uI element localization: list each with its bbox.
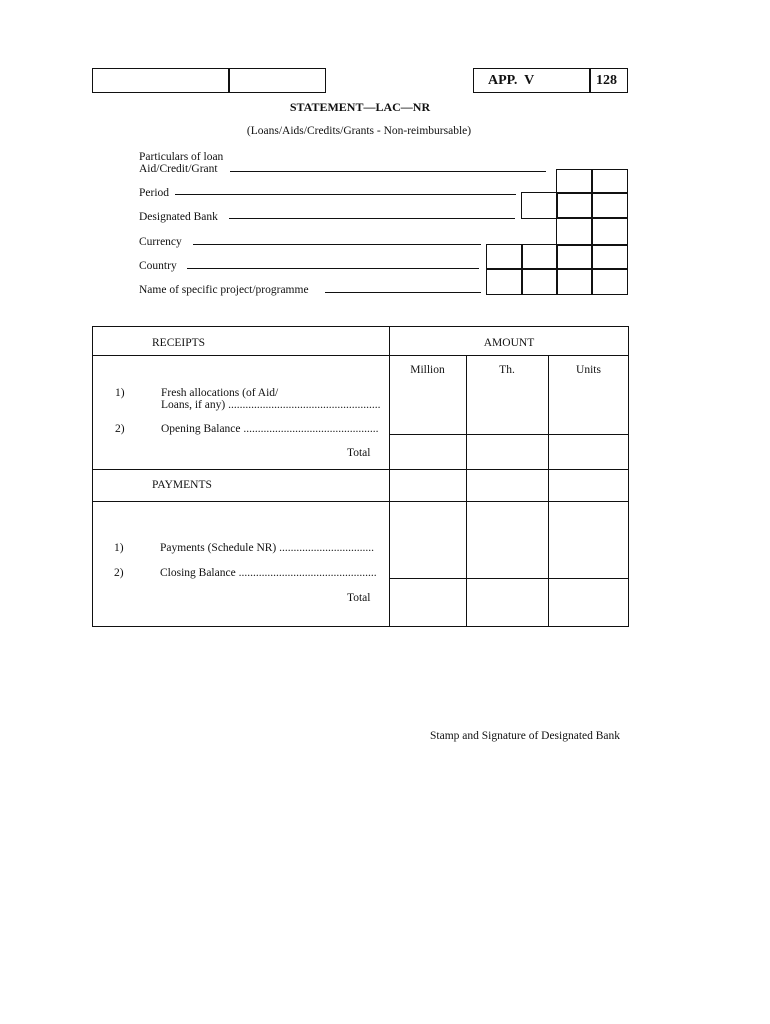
designated-bank-label: Designated Bank	[139, 211, 218, 223]
payments-subtotal-line	[389, 578, 629, 579]
stamp-signature-label: Stamp and Signature of Designated Bank	[430, 730, 621, 742]
code-box-r4-c1[interactable]	[556, 244, 593, 270]
currency-field-line[interactable]	[193, 244, 481, 245]
top-left-blank-box-2	[228, 68, 326, 93]
code-box-r2-c2[interactable]	[591, 192, 628, 219]
app-label-box	[473, 68, 591, 93]
receipt-1-line2: Loans, if any) .....................................................	[161, 399, 381, 411]
column-million: Million	[410, 364, 445, 376]
project-label: Name of specific project/programme	[139, 284, 309, 296]
code-box-r5-c1[interactable]	[556, 268, 593, 295]
project-field-line[interactable]	[325, 292, 481, 293]
receipt-1-line1: Fresh allocations (of Aid/	[161, 387, 279, 399]
receipts-section-bottom	[92, 469, 629, 470]
code-box-r2-c1[interactable]	[556, 192, 593, 219]
currency-label: Currency	[139, 236, 182, 248]
amount-heading: AMOUNT	[483, 337, 535, 349]
code-box-r5-c0[interactable]	[521, 268, 558, 295]
table-divider-th-units	[548, 355, 549, 627]
code-box-r5-c2[interactable]	[591, 268, 628, 295]
period-field-line[interactable]	[175, 194, 516, 195]
payments-total-label: Total	[347, 592, 371, 604]
code-box-r3-c2[interactable]	[591, 217, 628, 246]
code-box-r2-c0[interactable]	[521, 192, 558, 219]
table-divider-million-th	[466, 355, 467, 627]
designated-bank-field-line[interactable]	[229, 218, 515, 219]
receipts-total-label: Total	[347, 447, 371, 459]
code-box-r1-c1[interactable]	[556, 169, 593, 194]
column-units: Units	[576, 364, 601, 376]
loan-label-line2: Aid/Credit/Grant	[139, 163, 218, 175]
page-number-box	[589, 68, 628, 93]
table-header-line	[92, 355, 629, 356]
period-label: Period	[139, 187, 170, 199]
country-field-line[interactable]	[187, 268, 479, 269]
top-left-blank-box-1	[92, 68, 230, 93]
payment-2-line1: Closing Balance ................................................	[160, 567, 377, 579]
code-box-r3-c1[interactable]	[556, 217, 593, 246]
loan-field-line[interactable]	[230, 171, 546, 172]
code-box-r4-c2[interactable]	[591, 244, 628, 270]
receipt-1-number: 1)	[115, 387, 125, 399]
code-box-r4-c0[interactable]	[521, 244, 558, 270]
receipt-2-number: 2)	[115, 423, 125, 435]
code-box-r1-c2[interactable]	[591, 169, 628, 194]
column-th: Th.	[499, 364, 515, 376]
page-subtitle: (Loans/Aids/Credits/Grants - Non-reimbursable)	[246, 125, 472, 137]
payment-2-number: 2)	[114, 567, 124, 579]
app-label: APP. V	[488, 73, 535, 88]
payment-1-line1: Payments (Schedule NR) .................................	[160, 542, 375, 554]
receipts-heading: RECEIPTS	[152, 337, 206, 349]
payments-heading-bottom	[92, 501, 629, 502]
code-box-r5-c-1[interactable]	[486, 268, 523, 295]
code-box-r4-c-1[interactable]	[486, 244, 523, 270]
payment-1-number: 1)	[114, 542, 124, 554]
receipt-2-line1: Opening Balance ...............................................	[161, 423, 379, 435]
page-title: STATEMENT—LAC—NR	[289, 100, 431, 114]
page-number: 128	[596, 73, 617, 88]
country-label: Country	[139, 260, 177, 272]
payments-heading: PAYMENTS	[152, 479, 212, 491]
receipts-subtotal-line	[389, 434, 629, 435]
loan-label-line1: Particulars of loan	[139, 151, 224, 163]
